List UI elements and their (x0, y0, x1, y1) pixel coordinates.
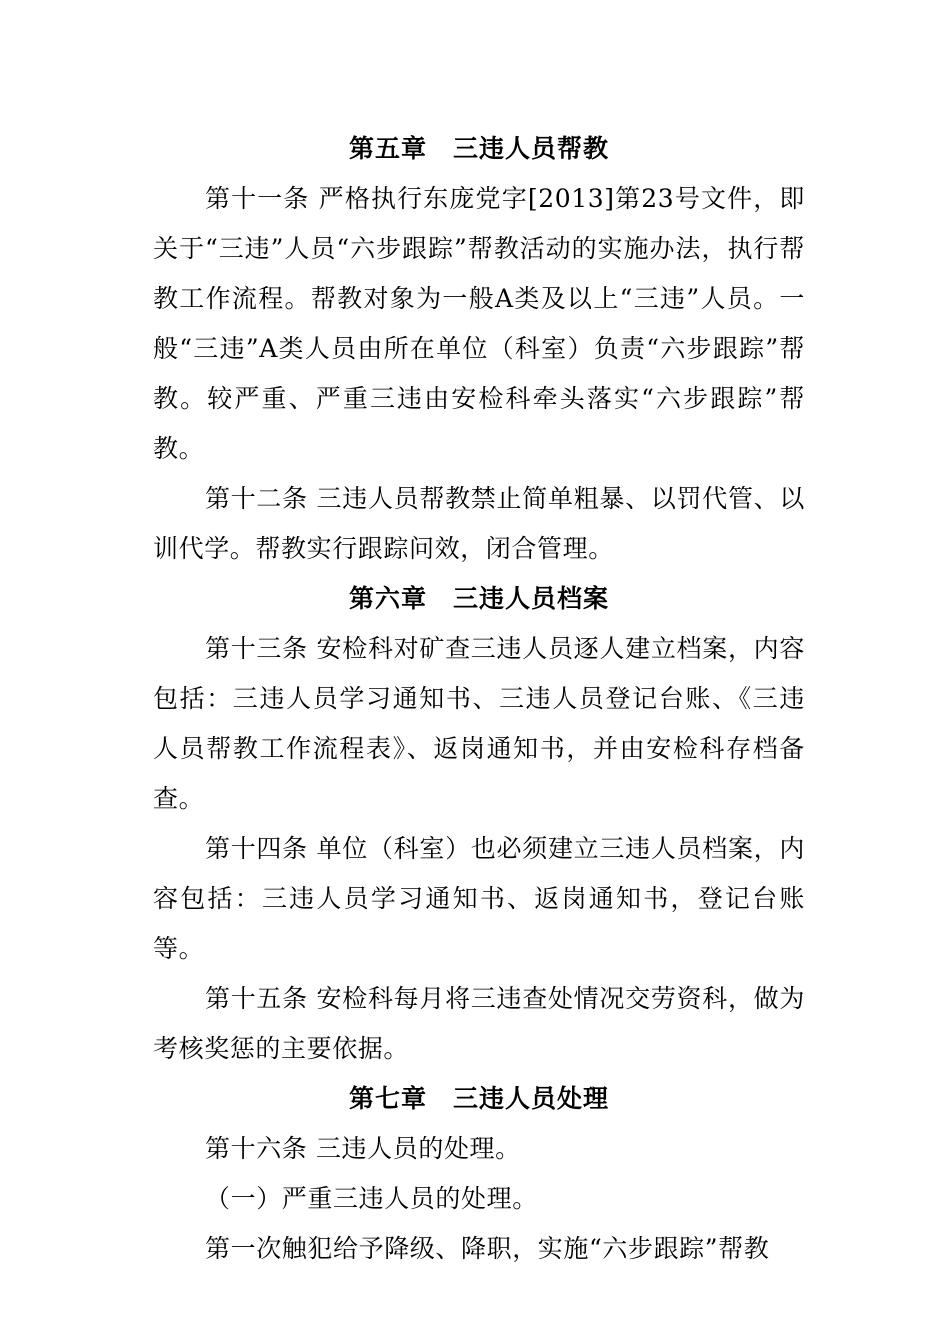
article-14-paragraph: 第十四条 单位（科室）也必须建立三违人员档案，内容包括：三违人员学习通知书、返岗通知书，登记台账等。 (153, 834, 805, 963)
article-13-paragraph: 第十三条 安检科对矿查三违人员逐人建立档案，内容包括：三违人员学习通知书、三违人员登记台账、《三违人员帮教工作流程表》、返岗通知书，并由安检科存档备查。 (153, 634, 805, 813)
article-11-paragraph: 第十一条 严格执行东庞党字[2013]第23号文件，即关于“三违”人员“六步跟踪”帮教活动的实施办法，执行帮教工作流程。帮教对象为一般A类及以上“三违”人员。一般“三违”A类人员由所在单位（科室）负责“六步跟踪”帮教。较严重、严重三违由安检科牵头落实“六步跟踪”帮教。 (153, 184, 805, 463)
clause-1-paragraph: （一）严重三违人员的处理。 (205, 1184, 538, 1213)
article-16-paragraph: 第十六条 三违人员的处理。 (205, 1134, 521, 1163)
chapter-5-heading: 第五章 三违人员帮教 (348, 134, 609, 163)
chapter-6-heading: 第六章 三违人员档案 (348, 584, 609, 613)
article-15-paragraph: 第十五条 安检科每月将三违查处情况交劳资科，做为考核奖惩的主要依据。 (153, 984, 805, 1063)
article-12-paragraph: 第十二条 三违人员帮教禁止简单粗暴、以罚代管、以训代学。帮教实行跟踪问效，闭合管理。 (153, 484, 805, 563)
chapter-7-heading: 第七章 三违人员处理 (348, 1084, 609, 1113)
first-offense-paragraph: 第一次触犯给予降级、降职，实施“六步跟踪”帮教 (205, 1234, 770, 1263)
document-page (153, 124, 805, 1274)
